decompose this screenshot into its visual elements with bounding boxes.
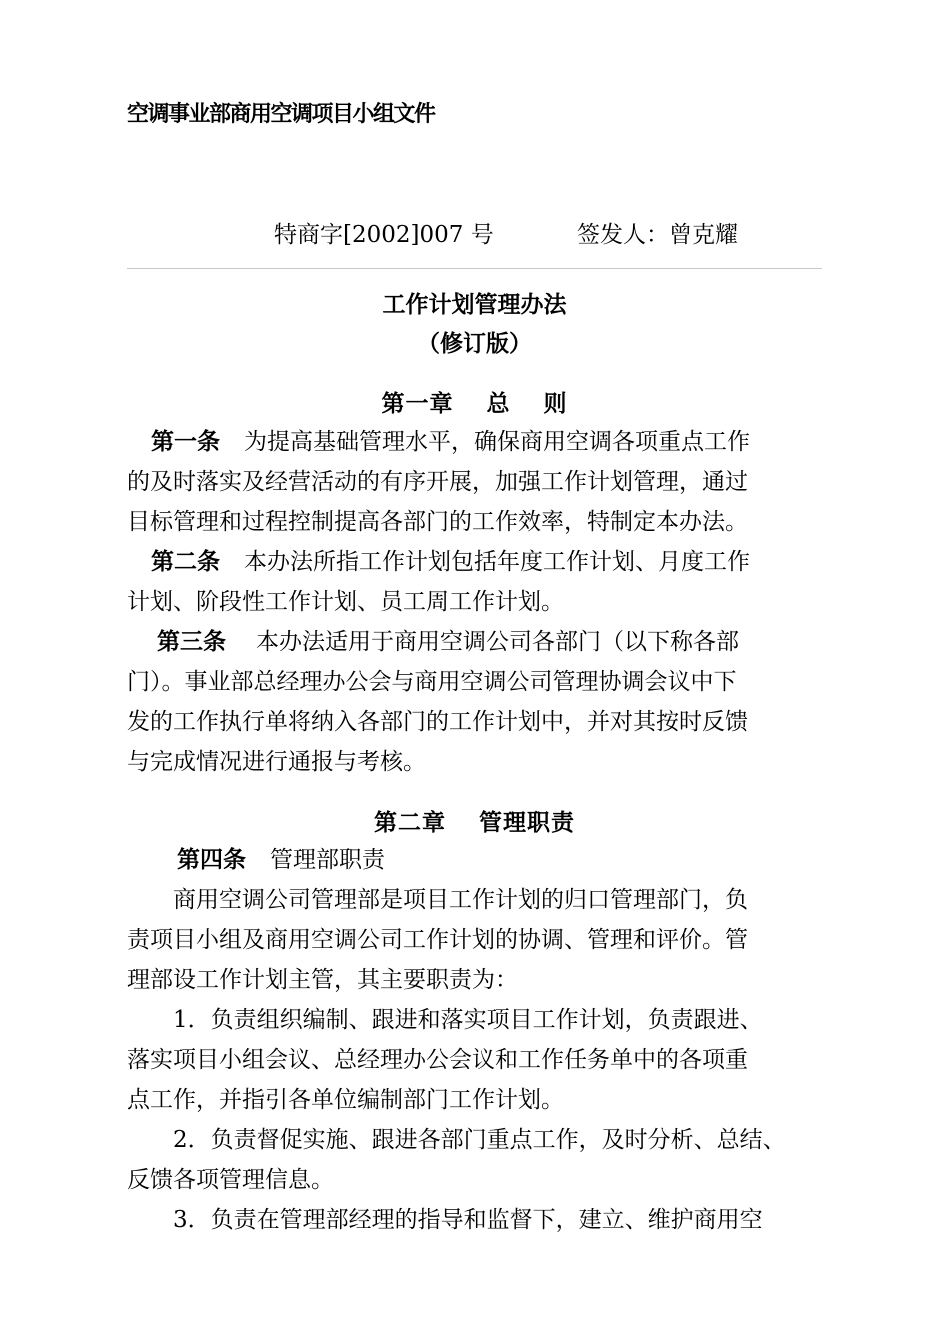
article-2-line bbox=[127, 542, 839, 582]
duty-item-text: 反馈各项管理信息。 bbox=[127, 1167, 334, 1193]
duty-item-1 bbox=[127, 1000, 839, 1120]
paragraph-text: 商用空调公司管理部是项目工作计划的归口管理部门，负 bbox=[173, 887, 748, 913]
org-header-title: 空调事业部商用空调项目小组文件 bbox=[127, 102, 435, 127]
article-2 bbox=[127, 542, 839, 622]
article-4-title: 管理部职责 bbox=[270, 847, 385, 873]
duty-item-line bbox=[127, 1120, 839, 1160]
duty-item-2 bbox=[127, 1120, 839, 1200]
paragraph-text: 理部设工作计划主管，其主要职责为： bbox=[127, 967, 518, 993]
article-1-text: 为提高基础管理水平，确保商用空调各项重点工作 bbox=[244, 429, 750, 455]
article-1-text: 的及时落实及经营活动的有序开展，加强工作计划管理，通过 bbox=[127, 469, 748, 495]
article-3-text: 与完成情况进行通报与考核。 bbox=[127, 749, 426, 775]
duty-item-text: 点工作，并指引各单位编制部门工作计划。 bbox=[127, 1087, 564, 1113]
article-3-label: 第三条 bbox=[157, 629, 226, 655]
duty-item-text: 3．负责在管理部经理的指导和监督下，建立、维护商用空 bbox=[173, 1207, 763, 1233]
article-3-text: 本办法适用于商用空调公司各部门（以下称各部 bbox=[256, 629, 739, 655]
article-4-label: 第四条 bbox=[177, 847, 246, 873]
document-title: 工作计划管理办法 bbox=[382, 292, 567, 318]
article-3-text: 门）。事业部总经理办公会与商用空调公司管理协调会议中下 bbox=[127, 669, 737, 695]
article-2-text: 本办法所指工作计划包括年度工作计划、月度工作 bbox=[244, 549, 750, 575]
chapter-1-heading: 第一章 总 则 bbox=[381, 391, 568, 417]
document-number: 特商字[2002]007 号 bbox=[274, 222, 494, 248]
paragraph-line bbox=[127, 880, 839, 920]
paragraph-text: 责项目小组及商用空调公司工作计划的协调、管理和评价。管 bbox=[127, 927, 748, 953]
article-3-text: 发的工作执行单将纳入各部门的工作计划中，并对其按时反馈 bbox=[127, 709, 748, 735]
article-1-line bbox=[127, 422, 839, 462]
duty-item-line bbox=[127, 1200, 839, 1240]
duty-item-text: 落实项目小组会议、总经理办公会议和工作任务单中的各项重 bbox=[127, 1047, 748, 1073]
article-2-label: 第二条 bbox=[151, 549, 220, 575]
chapter-2-heading: 第二章 管理职责 bbox=[373, 810, 575, 836]
article-1-label: 第一条 bbox=[151, 429, 220, 455]
duty-item-text: 1．负责组织编制、跟进和落实项目工作计划，负责跟进、 bbox=[173, 1007, 763, 1033]
header-divider bbox=[127, 268, 822, 269]
signer: 签发人：曾克耀 bbox=[577, 222, 738, 248]
duty-item-text: 2．负责督促实施、跟进各部门重点工作，及时分析、总结、 bbox=[173, 1127, 786, 1153]
article-4 bbox=[127, 840, 839, 880]
article-1 bbox=[127, 422, 839, 542]
document-subtitle: （修订版） bbox=[417, 331, 532, 357]
article-1-text: 目标管理和过程控制提高各部门的工作效率，特制定本办法。 bbox=[127, 509, 748, 535]
duty-item-3 bbox=[127, 1200, 839, 1240]
duty-item-line bbox=[127, 1000, 839, 1040]
article-2-text: 计划、阶段性工作计划、员工周工作计划。 bbox=[127, 589, 564, 615]
article-3 bbox=[127, 622, 839, 782]
article-3-line bbox=[127, 622, 839, 662]
article-4-line bbox=[127, 840, 839, 880]
management-dept-paragraph bbox=[127, 880, 839, 1000]
